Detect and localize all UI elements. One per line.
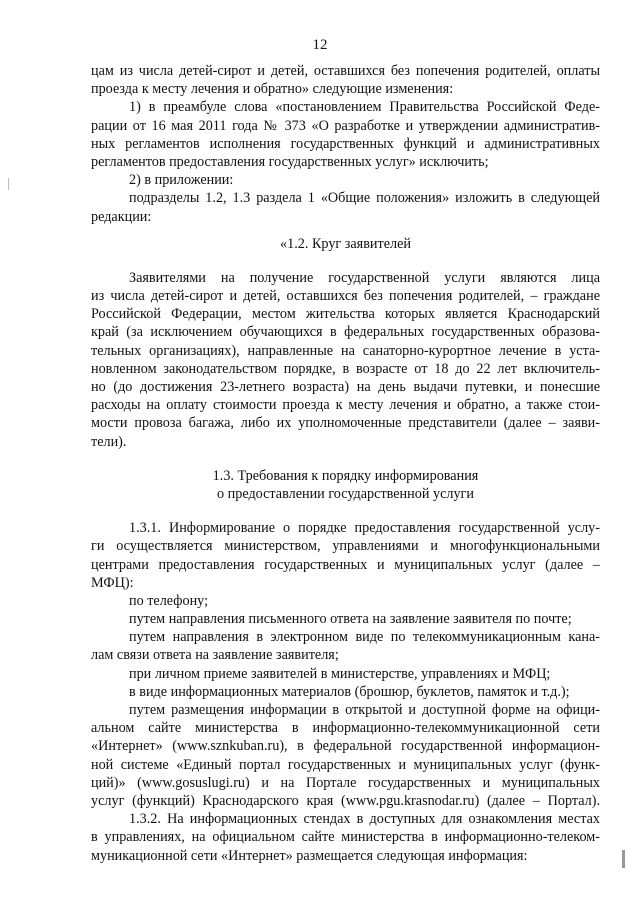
text-line: край (за исключением обучающихся в федеральных государственных образова-	[91, 324, 600, 341]
text-line: редакции:	[91, 208, 152, 225]
text-line: МФЦ):	[91, 574, 134, 591]
text-line: тельных организациях), направленные на санаторно-курортное лечение в уста-	[91, 342, 600, 359]
scan-mark-right	[622, 850, 625, 868]
text-line: ных регламентов исполнения государственных функций и административных	[91, 135, 600, 152]
text-line: в управлениях, на официальном сайте министерства в информационно-телеком-	[91, 829, 600, 846]
text-line: альном сайте министерства в информационно-телекоммуникационной сети	[91, 720, 600, 737]
text-line: 1.3.1. Информирование о порядке предоставления государственной услу-	[129, 520, 600, 537]
section-heading: 1.3. Требования к порядку информирования	[212, 467, 479, 484]
text-line: цам из числа детей-сирот и детей, оставшихся без попечения родителей, оплаты	[91, 63, 600, 79]
text-line: путем размещения информации в открытой и доступной форме на офици-	[129, 702, 600, 718]
text-line: Заявителями на получение государственной услуги являются лица	[129, 269, 600, 286]
text-line: рации от 16 мая 2011 года № 373 «О разработке и утверждении административ-	[91, 117, 600, 134]
text-line: в виде информационных материалов (брошюр, буклетов, памяток и т.д.);	[129, 683, 570, 700]
text-line: но (до достижения 23-летнего возраста) на день выдачи путевки, и понесшие	[91, 379, 600, 395]
text-line: проезда к месту лечения и обратно» следующие изменения:	[91, 81, 454, 98]
text-line: «Интернет» (www.sznkuban.ru), в федеральной государственной информацион-	[91, 738, 600, 755]
section-heading: о предоставлении государственной услуги	[217, 485, 474, 502]
text-line: муникационной сети «Интернет» размещается следующая информация:	[91, 847, 528, 864]
text-line: ций)» (www.gosuslugi.ru) и на Портале государственных и муниципальных	[91, 774, 600, 791]
text-line: при личном приеме заявителей в министерстве, управлениях и МФЦ;	[129, 665, 551, 682]
document-body	[91, 62, 600, 865]
text-line: подразделы 1.2, 1.3 раздела 1 «Общие положения» изложить в следующей	[129, 190, 600, 207]
page-number: 12	[312, 37, 328, 53]
text-line: расходы на оплату стоимости проезда к месту лечения и обратно, а также стои-	[91, 397, 600, 414]
text-line: тели).	[91, 433, 127, 450]
text-line: из числа детей-сирот и детей, оставшихся без попечения родителей, – граждане	[91, 288, 600, 305]
text-line: по телефону;	[129, 592, 209, 609]
text-line: услуг (функций) Краснодарского края (www.pgu.krasnodar.ru) (далее – Портал).	[91, 792, 600, 809]
text-line: путем направления в электронном виде по телекоммуникационным кана-	[129, 629, 600, 646]
text-line: новленном законодательством порядке, в возрасте от 18 до 22 лет включитель-	[91, 360, 600, 377]
section-heading: «1.2. Круг заявителей	[280, 235, 411, 252]
text-line: Российской Федерации, местом жительства которых является Краснодарский	[91, 306, 600, 323]
text-line: ги осуществляется министерством, управлениями и многофункциональными	[91, 538, 600, 555]
text-line: 2) в приложении:	[129, 172, 234, 189]
text-line: 1) в преамбуле слова «постановлением Правительства Российской Феде-	[129, 99, 600, 116]
text-line: мости провоза багажа, либо их уполномоченные представители (далее – заяви-	[91, 415, 600, 432]
text-line: 1.3.2. На информационных стендах в доступных для ознакомления местах	[129, 811, 600, 828]
scan-mark-left	[8, 178, 9, 190]
text-line: путем направления письменного ответа на заявление заявителя по почте;	[129, 611, 572, 628]
text-line: ной системе «Единый портал государственных и муниципальных услуг (функ-	[91, 756, 600, 773]
text-line: регламентов предоставления государственных услуг» исключить;	[91, 153, 489, 170]
text-line: центрами предоставления государственных и муниципальных услуг (далее –	[91, 556, 600, 573]
text-line: лам связи ответа на заявление заявителя;	[91, 647, 339, 664]
